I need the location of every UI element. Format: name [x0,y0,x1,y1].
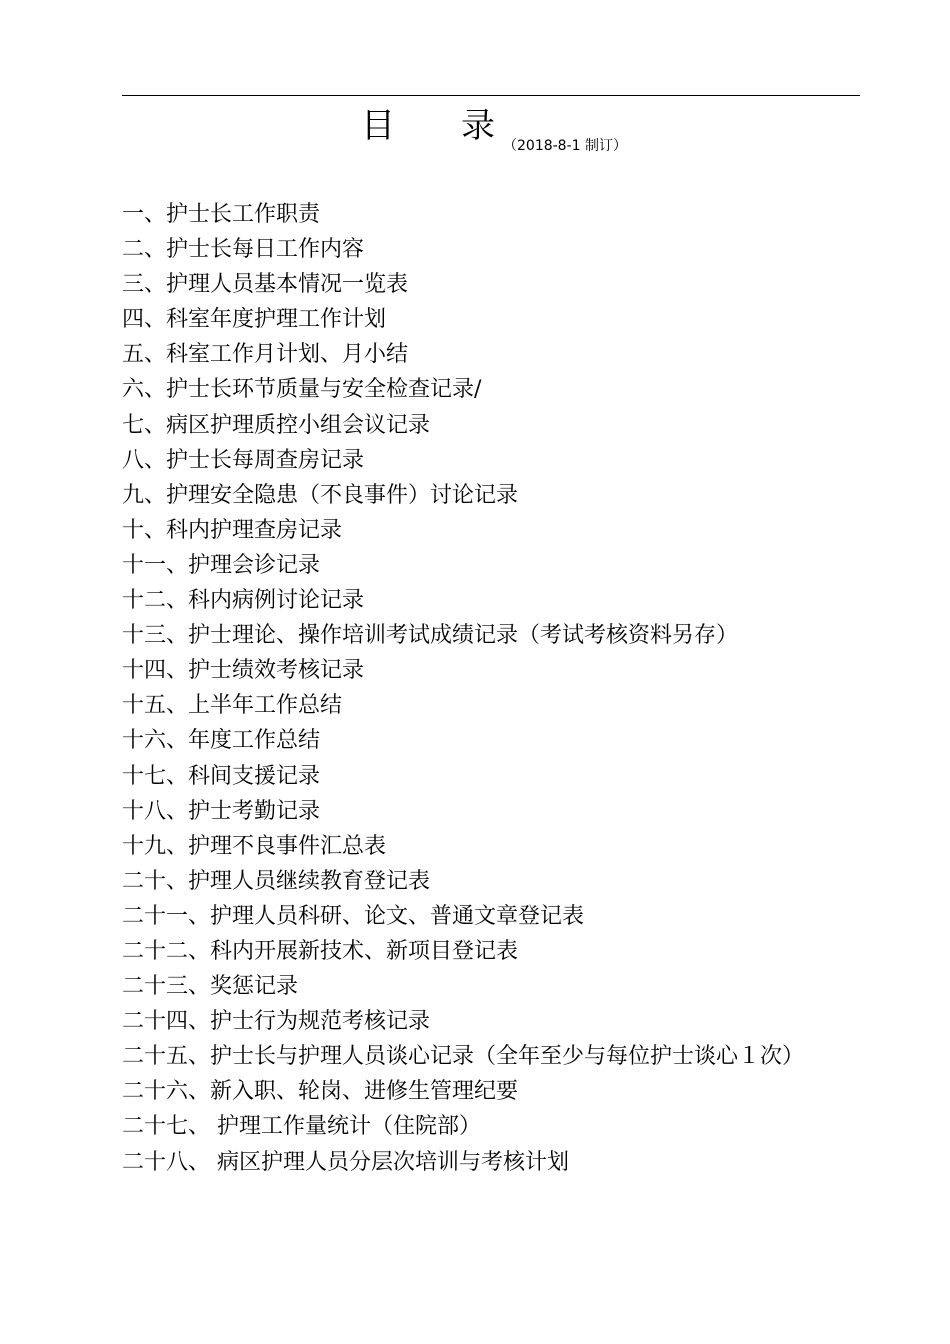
toc-item: 二十四、护士行为规范考核记录 [122,1009,431,1035]
toc-item: 二十五、护士长与护理人员谈心记录（全年至少与每位护士谈心１次） [122,1044,805,1070]
page-title [361,100,495,152]
toc-item: 二十八、 病区护理人员分层次培训与考核计划 [122,1149,569,1175]
title-char-2: 录 [461,106,495,146]
toc-item: 九、护理安全隐患（不良事件）讨论记录 [122,482,519,508]
toc-item: 十二、科内病例讨论记录 [122,588,365,614]
toc-item: 二十六、新入职、轮岗、进修生管理纪要 [122,1079,519,1105]
toc-item: 十三、护士理论、操作培训考试成绩记录（考试考核资料另存） [122,623,739,649]
table-of-contents [122,197,804,1180]
toc-item: 二、护士长每日工作内容 [122,237,365,263]
toc-item: 八、护士长每周查房记录 [122,447,365,473]
toc-item: 十四、护士绩效考核记录 [122,658,365,684]
toc-item: 十一、护理会诊记录 [122,552,321,578]
toc-item: 四、科室年度护理工作计划 [122,307,387,333]
header-rule [122,95,860,96]
toc-item: 十九、护理不良事件汇总表 [122,833,387,859]
toc-item: 二十、护理人员继续教育登记表 [122,868,431,894]
revision-date: （2018-8-1 制订） [503,138,627,154]
toc-item: 十六、年度工作总结 [122,728,321,754]
toc-item: 十、科内护理查房记录 [122,517,343,543]
toc-item: 一、护士长工作职责 [122,202,321,227]
toc-item: 十七、科间支援记录 [122,763,321,789]
toc-item: 二十三、奖惩记录 [122,974,299,1000]
toc-item: 十八、护士考勤记录 [122,798,321,824]
toc-item: 六、护士长环节质量与安全检查记录/ [122,377,482,403]
toc-item: 二十七、 护理工作量统计（住院部） [122,1114,481,1140]
toc-item: 二十二、科内开展新技术、新项目登记表 [122,938,519,964]
toc-item: 二十一、护理人员科研、论文、普通文章登记表 [122,903,585,929]
toc-item: 七、病区护理质控小组会议记录 [122,412,431,438]
toc-item: 十五、上半年工作总结 [122,693,343,719]
toc-item: 五、科室工作月计划、月小结 [122,342,409,368]
title-char-1: 目 [361,106,395,146]
toc-item: 三、护理人员基本情况一览表 [122,272,409,298]
